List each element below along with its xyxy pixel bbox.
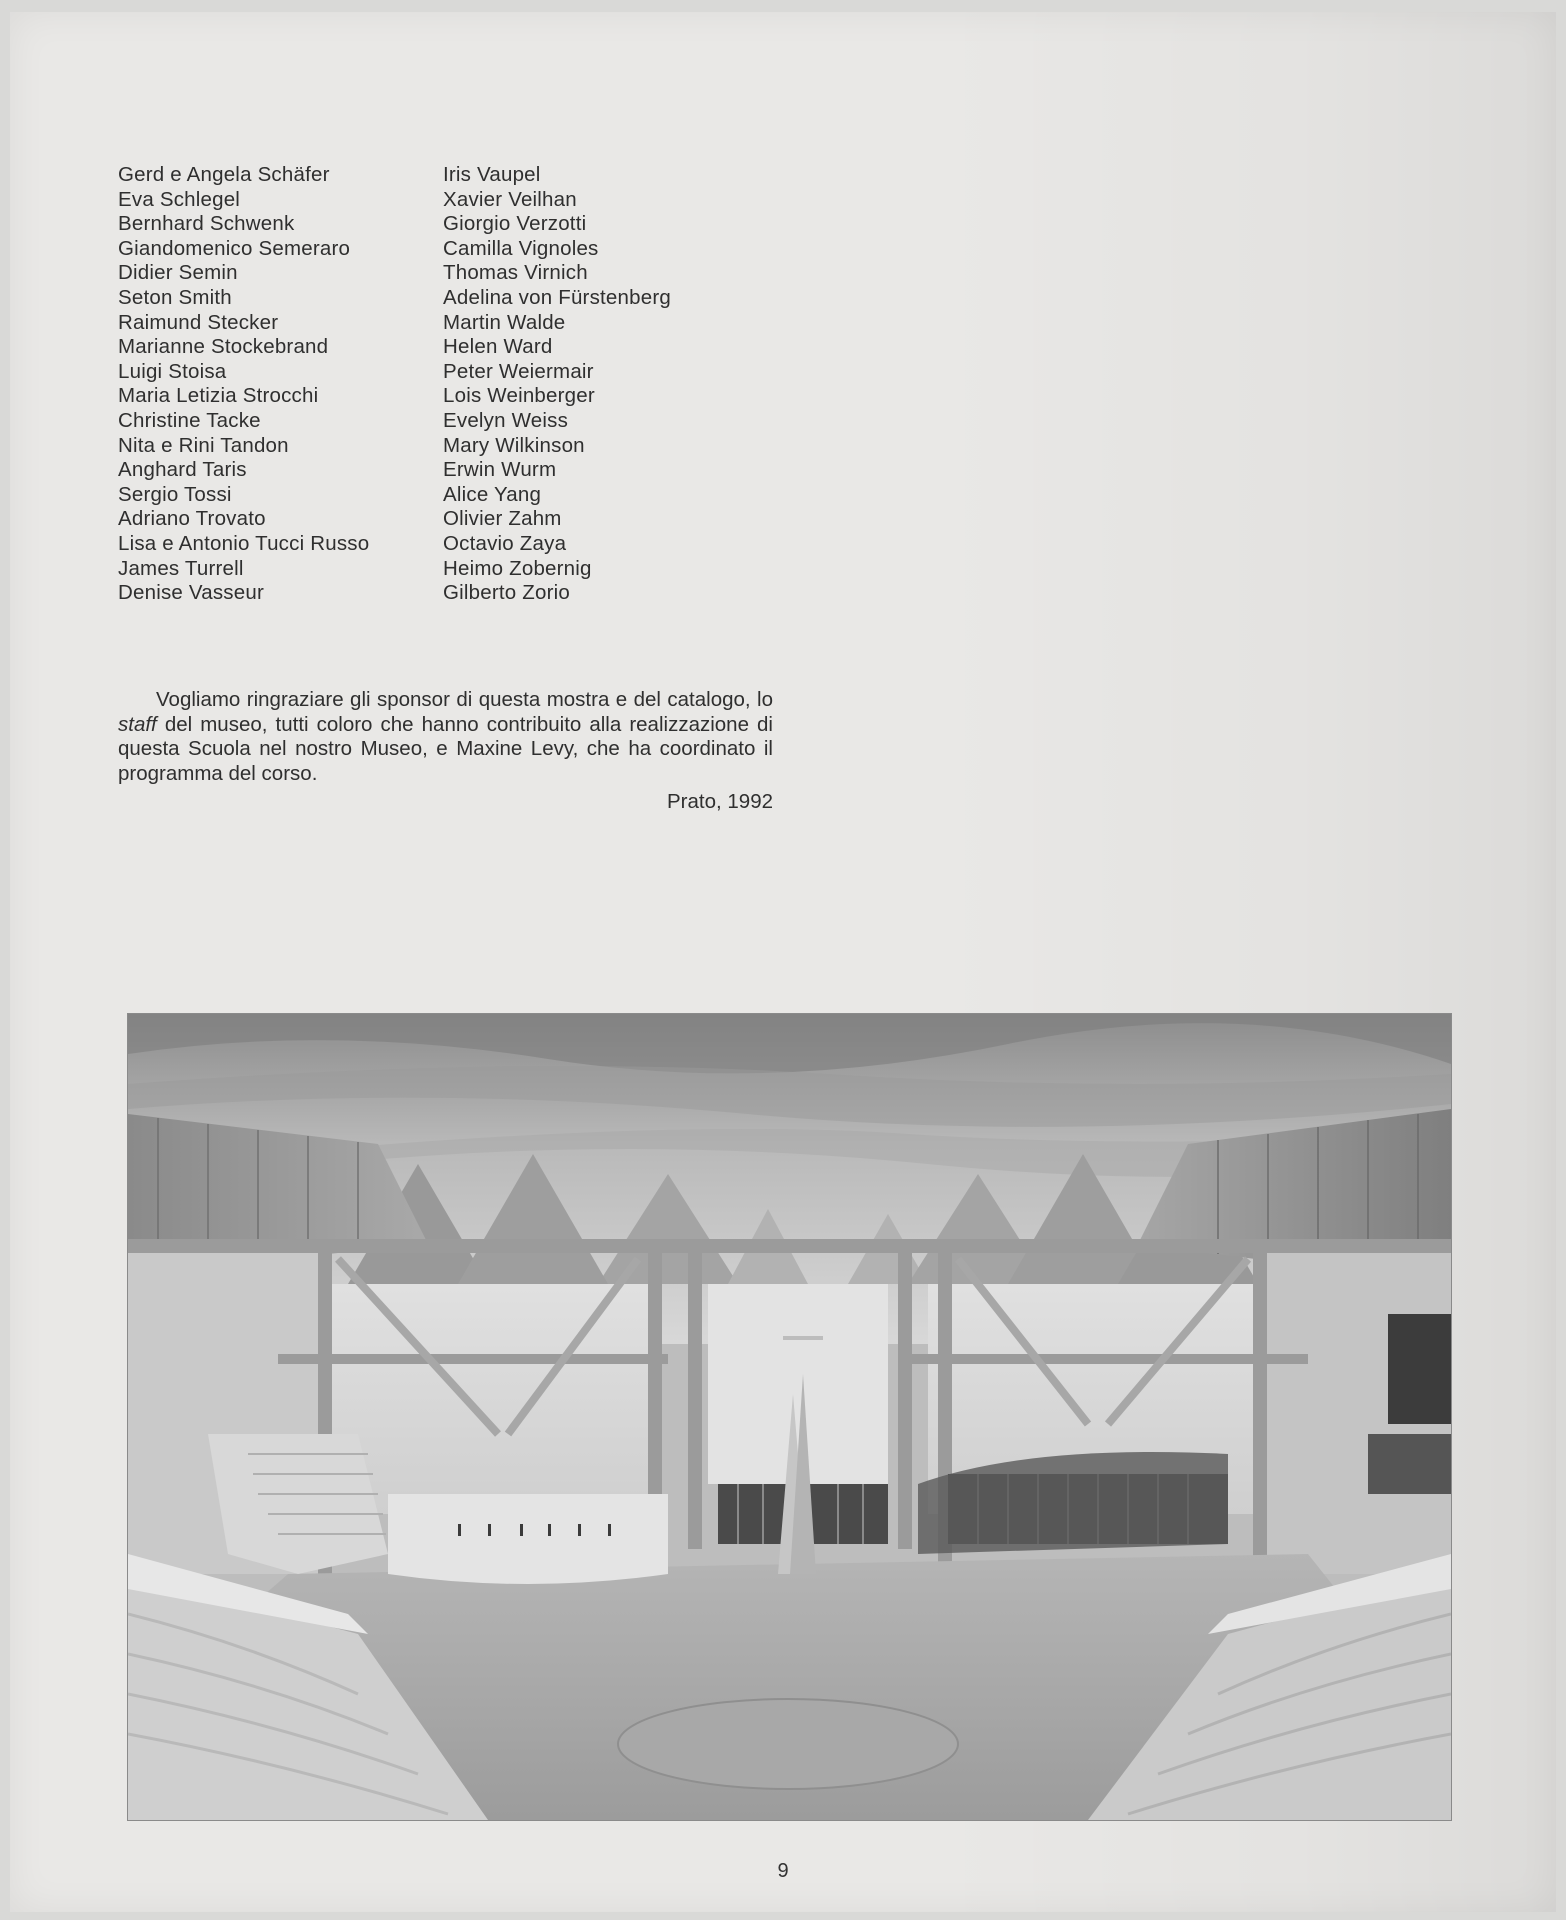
list-item: Marianne Stockebrand [118,335,329,359]
list-item: Adelina von Fürstenberg [443,285,671,309]
museum-courtyard-photo [127,1013,1452,1821]
list-item: Octavio Zaya [443,531,567,555]
list-item: Heimo Zobernig [443,556,592,580]
list-item: Luigi Stoisa [118,359,227,383]
list-item: Camilla Vignoles [443,236,599,260]
list-item: Giandomenico Semeraro [118,236,351,260]
list-item: Didier Semin [118,261,238,285]
list-item: Nita e Rini Tandon [118,433,289,457]
list-item: James Turrell [118,556,244,580]
list-item: Gerd e Angela Schäfer [118,163,330,186]
list-item: Olivier Zahm [443,507,562,531]
list-item: Xavier Veilhan [443,187,577,211]
list-item: Adriano Trovato [118,507,266,531]
list-item: Anghard Taris [118,458,247,482]
list-item: Bernhard Schwenk [118,212,295,236]
list-item: Seton Smith [118,285,232,309]
thanks-text-italic: staff [118,712,157,736]
list-item: Iris Vaupel [443,163,541,186]
list-item: Lois Weinberger [443,384,595,408]
acknowledgement-list-right [443,163,671,606]
list-item: Thomas Virnich [443,261,588,285]
list-item: Raimund Stecker [118,310,279,334]
place-date: Prato, 1992 [667,790,773,813]
list-item: Lisa e Antonio Tucci Russo [118,531,370,555]
list-item: Evelyn Weiss [443,408,569,432]
list-item: Denise Vasseur [118,581,264,605]
acknowledgement-list-left [118,163,369,606]
list-item: Helen Ward [443,335,553,359]
list-item: Sergio Tossi [118,482,232,506]
list-item: Mary Wilkinson [443,433,585,457]
list-item: Maria Letizia Strocchi [118,384,319,408]
page-number: 9 [777,1860,789,1882]
list-item: Gilberto Zorio [443,581,570,605]
thanks-text-start: Vogliamo ringraziare gli sponsor di questa mostra e del catalogo, lo [156,688,773,711]
list-item: Eva Schlegel [118,187,241,211]
thanks-text-end: del museo, tutti coloro che hanno contribuito alla realizzazione di questa Scuola nel nostro Museo, e Maxine Levy, che ha coordinato il programma del corso. [118,712,773,785]
list-item: Martin Walde [443,310,566,334]
list-item: Erwin Wurm [443,458,557,482]
thanks-paragraph [118,688,773,786]
list-item: Alice Yang [443,482,542,506]
list-item: Peter Weiermair [443,359,594,383]
list-item: Christine Tacke [118,408,261,432]
list-item: Giorgio Verzotti [443,212,587,236]
